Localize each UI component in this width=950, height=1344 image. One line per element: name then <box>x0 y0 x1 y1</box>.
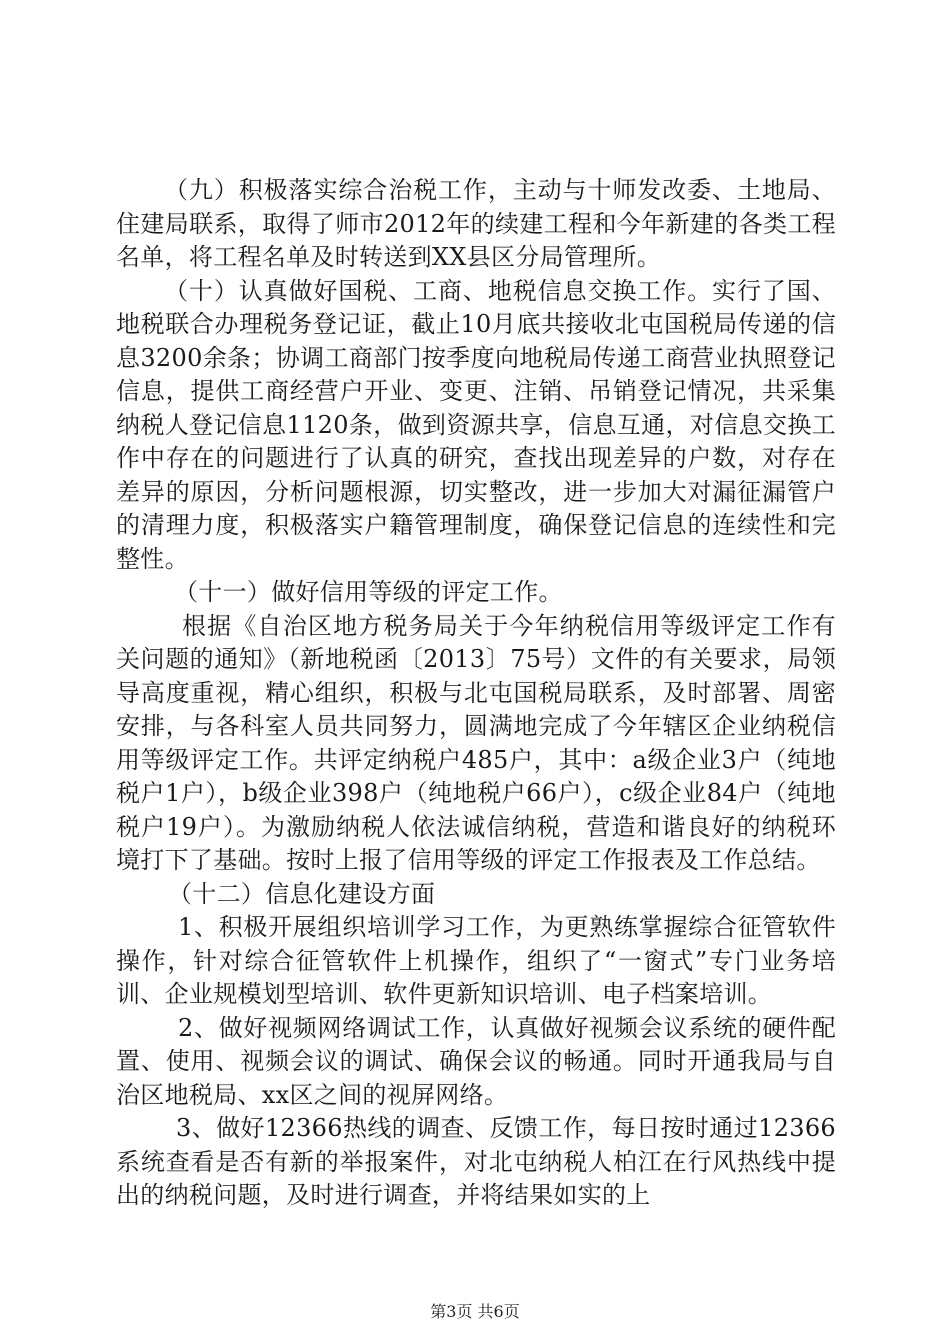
paragraph-9: （九）积极落实综合治税工作，主动与十师发改委、土地局、住建局联系，取得了师市2012年的续建工程和今年新建的各类工程名单，将工程名单及时转送到XX县区分局管理所。 <box>116 176 836 271</box>
paragraph-12-heading: （十二）信息化建设方面 <box>168 879 436 908</box>
list-item-2: 2、做好视频网络调试工作，认真做好视频会议系统的硬件配置、使用、视频会议的调试、确保会议的畅通。同时开通我局与自治区地税局、xx区之间的视屏网络。 <box>116 1013 836 1109</box>
paragraph-10: （十）认真做好国税、工商、地税信息交换工作。实行了国、地税联合办理税务登记证，截止10月底共接收北屯国税局传递的信息3200余条；协调工商部门按季度向地税局传递工商营业执照登记信息，提供工商经营户开业、变更、注销、吊销登记情况，共采集纳税人登记信息1120条，做到资源共享，信息互通，对信息交换工作中存在的问题进行了认真的研究，查找出现差异的户数，对存在差异的原因，分析问题根源，切实整改，进一步加大对漏征漏管户的清理力度，积极落实户籍管理制度，确保登记信息的连续性和完整性。 <box>116 276 836 573</box>
paragraph-11-body: 根据《自治区地方税务局关于今年纳税信用等级评定工作有关问题的通知》（新地税函〔2013〕75号）文件的有关要求，局领导高度重视，精心组织，积极与北屯国税局联系，及时部署、周密安排，与各科室人员共同努力，圆满地完成了今年辖区企业纳税信用等级评定工作。共评定纳税户485户，其中：a级企业3户（纯地税户1户），b级企业398户（纯地税户66户），c级企业84户（纯地税户19户）。为激励纳税人依法诚信纳税，营造和谐良好的纳税环境打下了基础。按时上报了信用等级的评定工作报表及工作总结。 <box>116 611 836 874</box>
list-item-1: 1、积极开展组织培训学习工作，为更熟练掌握综合征管软件操作，针对综合征管软件上机操作，组织了“一窗式”专门业务培训、企业规模划型培训、软件更新知识培训、电子档案培训。 <box>116 913 836 1008</box>
paragraph-11-heading: （十一）做好信用等级的评定工作。 <box>174 578 563 606</box>
page-footer: 第3页 共6页 <box>430 1302 520 1321</box>
document-body <box>116 174 836 1213</box>
list-item-3: 3、做好12366热线的调查、反馈工作，每日按时通过12366系统查看是否有新的举报案件，对北屯纳税人柏江在行风热线中提出的纳税问题，及时进行调查，并将结果如实的上 <box>116 1114 836 1209</box>
